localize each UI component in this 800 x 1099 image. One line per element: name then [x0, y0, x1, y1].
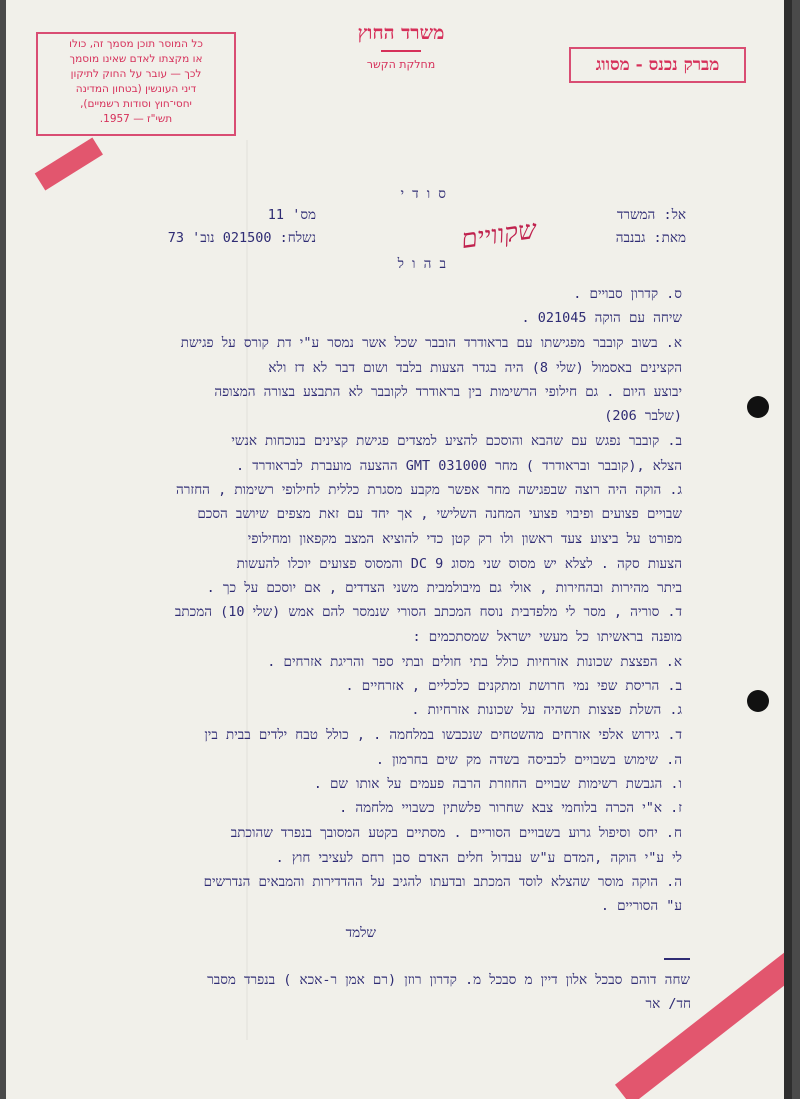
body-line: יבוצע היום . גם חילופי הרשימות בין בראודרד לקובבר לא התבצע בצורה המצופה	[214, 384, 682, 400]
letterhead-divider	[381, 50, 421, 52]
department-subtitle: מחלקת הקשר	[366, 58, 436, 71]
ministry-title: משרד החוץ	[357, 22, 445, 44]
secrecy-marking: ס ו ד י	[400, 186, 446, 202]
red-marker-stripe-top	[35, 137, 103, 190]
body-line: ג. השלת פצצות תשהיה על שכונות אזרחיות .	[411, 702, 682, 718]
secrecy-law-stamp	[36, 32, 236, 136]
copy-number: מס' 11	[267, 207, 316, 223]
stamp-line: כל המוסר תוכן מסמך זה, כולו	[69, 38, 203, 50]
body-line: ח. יחס וסיפול גרוע בשבויים הסוריים . מסתיים בקטע המסובך בנפרד שהוכתב	[230, 825, 682, 841]
classification-stamp: מברק נכנס - מסווג	[569, 47, 746, 83]
body-line: ו. הגבשת רשימות שבויים החוזרת הרבה פעמים על אותו שם .	[313, 776, 682, 792]
body-line: ה. הוקה מוסר שהצלא לוסד המכתב ובדעתו להגיב על ההדדירות והמבאים הנדרשים	[203, 874, 682, 890]
body-line: ד. סוריה , מסר לי מלפדבית נוסח המכתב הסורי שנמסר להם אמש (שלי 10) המכתב	[174, 604, 682, 620]
body-line: שיחה עם הוקה 021045 .	[521, 310, 682, 326]
urgency-marking: ב ה ו ל	[397, 256, 446, 272]
red-marker-stripe-bottom	[615, 937, 792, 1099]
body-line: א. בשוב קובבר מפגישתו עם בראודרד הובבר שכל אשר נמסר ע"י דת קורס על פגישת	[180, 335, 682, 351]
stamp-line: דיני העונשין (בטחון המדינה	[75, 83, 197, 95]
punch-hole-top	[747, 396, 769, 418]
stamp-line: יחסי־חוץ וסודות רשמיים),	[80, 98, 192, 110]
body-line: הקצינים באסמול (שלי 8) היה בגדר הצעות בלבד ושום דבר לא דז ולא	[268, 360, 682, 376]
body-line: ב. הריסת שפי נמי חרושת ומתקנים כלכליים , אזרחיים .	[345, 678, 682, 694]
body-line: ע" הסוריים .	[600, 898, 682, 914]
body-line: הצלא ,(קובבר ובראודרד ) מחר GMT 031000 ההצעה מועברת לבראודרד .	[235, 458, 682, 474]
distribution-rule	[664, 958, 690, 960]
body-line: הצעות סקה . לצלא יש מסוס שני מסוג DC 9 והמסוס פצועים יוכלו להעשות	[236, 556, 682, 572]
handwritten-note: שקוויים	[459, 214, 539, 256]
from-field: מאת: גבנבה	[615, 230, 686, 246]
to-field: אל: המשרד	[616, 207, 686, 223]
body-line: ג. הוקה היה רוצה שבפגישה מחר אפשר מקבע מסגרת כללית לחילופי רשימות , החזרה	[176, 482, 682, 498]
stamp-line: תשי"ז — 1957.	[99, 113, 173, 125]
signature: שלמד	[345, 925, 376, 941]
body-line: (שלבר 206)	[604, 408, 682, 424]
body-line: שבויים פצועים ופיבוי פצועי המחנה השלישי , אך יחד עם זאת מצפים שיושב הסכם	[197, 506, 682, 522]
body-line: ס. קדרון סבויים .	[573, 286, 682, 302]
body-line: ב. קובבר נפגש עם שהבא והוסכם להציע למצדים פגישת קצינים בנוכחות אנשי	[231, 433, 682, 449]
body-line: ביתר מהירות ובהחירות , אולי גם מיבולמבית משני הצדדים , אם יוסכם על כך .	[206, 580, 682, 596]
footer-initials: חד/ אר	[645, 996, 691, 1012]
body-line: א. הפצצת שכונות אזרחיות כולל בתי חולים ובתי ספר והריגת אזרחים .	[267, 654, 682, 670]
body-line: ה. שימוש בשבויים לכביסה בשדה מק שים בחרמון .	[375, 752, 682, 768]
distribution-list: שחה דוהם סבכל אלון דיין מ סבכל מ. קדרון רוזן (רם אמן ר-אכא ) בנפרד מסבר	[207, 972, 690, 988]
sent-datetime: נשלח: 021500 נוב' 73	[167, 230, 316, 246]
body-line: לי ע"י הוקה ,המדם ע"ש עבדול חלים האדם סבן רחם לעציבי חוץ .	[275, 850, 682, 866]
body-line: מפורט על ביצוע צעד ראשון ולו רק קטן כדי להוציא המצב מקפאון ומחילופי	[247, 531, 682, 547]
body-line: ד. גירוש אלפי אזרחים מהשטחים שנכבשו במלחמה . , כולל טבח ילדים בבית בין	[204, 727, 682, 743]
punch-hole-bottom	[747, 690, 769, 712]
stamp-line: או מקצתו לאדם שאינו מוסמך	[69, 53, 203, 65]
telegram-page	[6, 0, 792, 1099]
body-line: מופנה בראשיתו כל מעשי ישראל שמסתכמים :	[412, 629, 682, 645]
stamp-line: לכך — עובר על החוק לתיקון	[70, 68, 202, 80]
body-line: ז. א"י הכרה בלוחמי צבא שחרור פלשתין כשבויי מלחמה .	[339, 800, 682, 816]
scan-edge	[784, 0, 792, 1099]
